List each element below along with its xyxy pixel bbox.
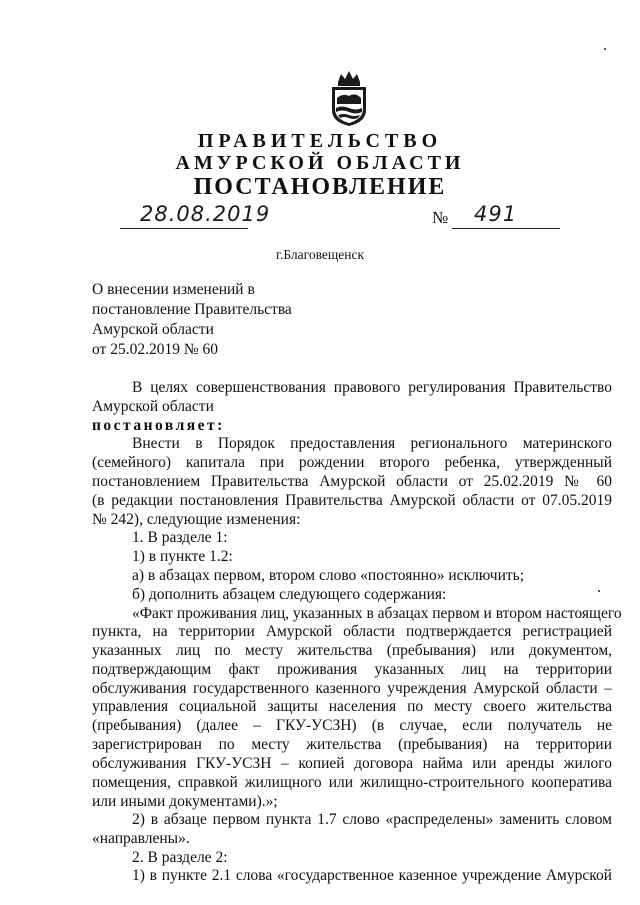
body-line: 1. В разделе 1: — [132, 529, 228, 546]
body-line: обслуживания государственного казенного учреждения Амурской области – — [92, 680, 612, 697]
body-line: 2) в абзаце первом пункта 1.7 слово «распределены» заменить словом — [132, 811, 612, 828]
scan-mark — [598, 590, 600, 592]
body-line: В целях совершенствования правового регулирования Правительство — [132, 379, 612, 396]
body-line: «направлены». — [92, 830, 190, 847]
subject-line: О внесении изменений в — [92, 281, 255, 298]
body-line: Внести в Порядок предоставления регионального материнского — [132, 435, 612, 452]
document-subject — [92, 280, 352, 360]
number-sign: № — [432, 208, 449, 227]
body-line: помещения, справкой жилищного или жилищно-строительного кооператива — [92, 774, 612, 791]
region-title: АМУРСКОЙ ОБЛАСТИ — [175, 152, 465, 174]
body-line: 1) в пункте 1.2: — [132, 548, 233, 565]
body-line: пункта, на территории Амурской области подтверждается регистрацией — [92, 623, 612, 640]
subject-line: Амурской области — [92, 321, 214, 338]
body-line: № 242), следующие изменения: — [92, 511, 301, 528]
resolves-heading: постановляет: — [92, 417, 225, 434]
subject-line: от 25.02.2019 № 60 — [92, 341, 218, 358]
body-line: «Факт проживания лиц, указанных в абзацах первом и втором настоящего — [132, 605, 622, 622]
city-name: г.Благовещенск — [275, 247, 365, 262]
handwritten-date: 28.08.2019 — [140, 202, 271, 226]
number-underline — [452, 228, 560, 229]
handwritten-number: 491 — [474, 202, 518, 226]
date-underline — [120, 228, 248, 229]
body-line: указанных лиц по месту жительства (пребывания) или документом, — [92, 642, 612, 659]
body-line: а) в абзацах первом, втором слово «постоянно» исключить; — [132, 567, 525, 584]
body-line: (в редакции постановления Правительства Амурской области от 07.05.2019 — [92, 492, 612, 509]
body-line: (семейного) капитала при рождении второго ребенка, утвержденный — [92, 454, 612, 471]
body-line: постановлением Правительства Амурской области от 25.02.2019 № 60 — [92, 473, 612, 490]
subject-line: постановление Правительства — [92, 301, 292, 318]
body-line: или иными документами).»; — [92, 793, 278, 810]
body-line: б) дополнить абзацем следующего содержания: — [132, 586, 447, 603]
body-line: управления социальной защиты населения по месту своего жительства — [92, 698, 612, 715]
body-line: подтверждающим факт проживания указанных лиц на территории — [92, 661, 612, 678]
body-line: обслуживания ГКУ-УСЗН – копией договора найма или аренды жилого — [92, 755, 612, 772]
body-line: 1) в пункте 2.1 слова «государственное казенное учреждение Амурской — [132, 867, 612, 884]
body-line: (пребывания) (далее – ГКУ-УСЗН) (в случае, если получатель не — [92, 717, 612, 734]
body-line: 2. В разделе 2: — [132, 849, 228, 866]
scan-mark — [604, 48, 606, 50]
coat-of-arms-emblem — [326, 68, 372, 128]
document-type-title: ПОСТАНОВЛЕНИЕ — [193, 174, 447, 200]
body-line: зарегистрирован по месту жительства (пребывания) на территории — [92, 736, 612, 753]
body-line: Амурской области — [92, 398, 214, 415]
government-title: ПРАВИТЕЛЬСТВО — [197, 130, 443, 152]
